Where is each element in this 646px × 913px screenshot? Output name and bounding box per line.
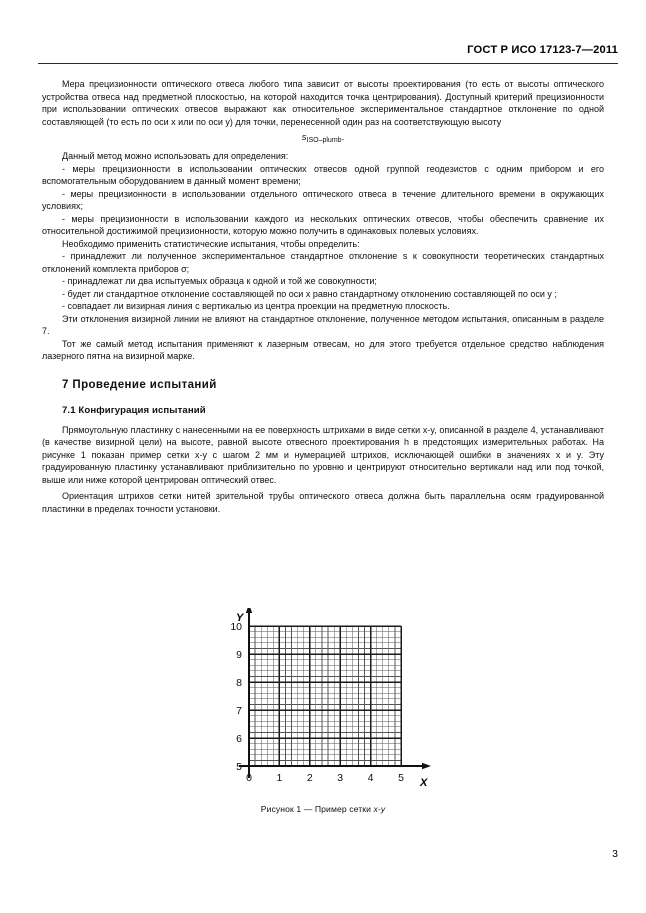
formula-trailing: . <box>341 132 345 143</box>
major-gridlines <box>249 626 401 766</box>
y-tick-label: 8 <box>236 677 242 689</box>
x-tick-label: 3 <box>337 772 344 784</box>
paragraph: Эти отклонения визирной линии не влияют на стандартное отклонение, полученное методом испытания, описанным в разделе 7. <box>42 313 604 336</box>
grid-svg <box>215 608 431 798</box>
paragraph: - принадлежит ли полученное экспериментальное стандартное отклонение s к совокупности теоретических стандартных отклонений комплекта приборов σ; <box>42 251 604 274</box>
x-tick-label: 4 <box>367 772 374 784</box>
formula-subscript: ISO–plumb <box>306 137 342 144</box>
x-tick-label: 2 <box>306 772 313 784</box>
paragraph: Данный метод можно использовать для определения: <box>62 151 289 161</box>
x-tick-label: 5 <box>398 772 404 784</box>
y-tick-label: 9 <box>236 649 242 661</box>
y-axis-label: Y <box>236 612 244 624</box>
paragraph: - меры прецизионности в использовании отдельного оптического отвеса в течение длительного времени в окружающих условиях; <box>42 188 604 211</box>
y-tick-label: 5 <box>236 761 242 773</box>
paragraph: - будет ли стандартное отклонение составляющей по оси x равно стандартному отклонению составляющей по оси y ; <box>62 288 557 299</box>
paragraph: Необходимо применить статистические испытания, чтобы определить: <box>62 238 360 249</box>
section-number: 7 <box>62 378 69 391</box>
formula-iso-plumb <box>42 131 604 147</box>
y-tick-label: 10 <box>230 621 242 633</box>
figure-caption-prefix: Рисунок 1 — Пример сетки <box>260 804 374 814</box>
y-tick-label: 7 <box>236 705 242 717</box>
x-tick-label: 0 <box>246 772 252 784</box>
paragraph: - принадлежат ли два испытуемых образца к одной и той же совокупности; <box>62 276 377 286</box>
section-heading-7-1: 7.1 Конфигурация испытаний <box>62 404 206 416</box>
paragraph: Мера прецизионности оптического отвеса любого типа зависит от высоты проектирования (то есть от высоты оптического устройства отвеса над предметной плоскостью, на которой находится точка центрирования). Доступный критерий прецизионности при использовании оптических отвесов выражают как относительное экспериментальное стандартное отклонение по одной составляющей (то есть по оси x или по оси y) для точки, перенесенной один раз на соответствующую высоту <box>42 79 604 127</box>
formula-symbol: s <box>301 132 307 143</box>
minor-gridlines <box>249 626 401 766</box>
grid-chart <box>215 608 431 798</box>
paragraph: Прямоугольную пластинку с нанесенными на ее поверхность штрихами в виде сетки x-y, описанной в разделе 4, устанавливают (в качестве визирной цели) на высоте, равной высоте отвесного проектирования h в предстоящих измерительных работах. На рисунке 1 показан пример сетки x-y с шагом 2 мм и нумерацией штрихов, исключающей ошибки в значениях x и y. Эту градуированную пластинку устанавливают приблизительно по уровню и центрируют относительно вертикали над или под точкой, выше или ниже которой центрирован оптический отвес. <box>42 424 604 485</box>
figure-1 <box>0 608 646 814</box>
axis-tick-labels <box>230 621 404 784</box>
section-heading-7 <box>62 379 604 391</box>
paragraph: - совпадает ли визирная линия с вертикалью из центра проекции на предметную плоскость. <box>62 301 450 311</box>
paragraph: - меры прецизионности в использовании каждого из нескольких оптических отвесов, чтобы обеспечить сравнение их относительной достижимой прецизионности, которую можно получить в одинаковых полевых условиях. <box>42 213 604 236</box>
paragraph: Ориентация штрихов сетки нитей зрительной трубы оптического отвеса должна быть параллельна осям градуированной пластинки в пределах точности установки. <box>42 491 604 514</box>
page-number: 3 <box>612 848 618 860</box>
paragraph: - меры прецизионности в использовании оптических отвесов одной группой геодезистов с одним прибором и его вспомогательным оборудованием в данный момент времени; <box>42 163 604 186</box>
x-tick-label: 1 <box>276 772 283 784</box>
section-title: Проведение испытаний <box>72 378 217 391</box>
figure-caption-axes: x-y <box>373 804 386 814</box>
document-body <box>42 78 604 515</box>
x-axis-label: X <box>420 777 428 789</box>
paragraph: Тот же самый метод испытания применяют к лазерным отвесам, но для этого требуется отдельное средство наблюдения лазерного пятна на визирной марке. <box>42 338 604 361</box>
standard-header: ГОСТ Р ИСО 17123-7—2011 <box>467 44 618 56</box>
figure-caption <box>261 804 386 814</box>
y-tick-label: 6 <box>236 733 242 745</box>
header-divider <box>38 63 618 64</box>
